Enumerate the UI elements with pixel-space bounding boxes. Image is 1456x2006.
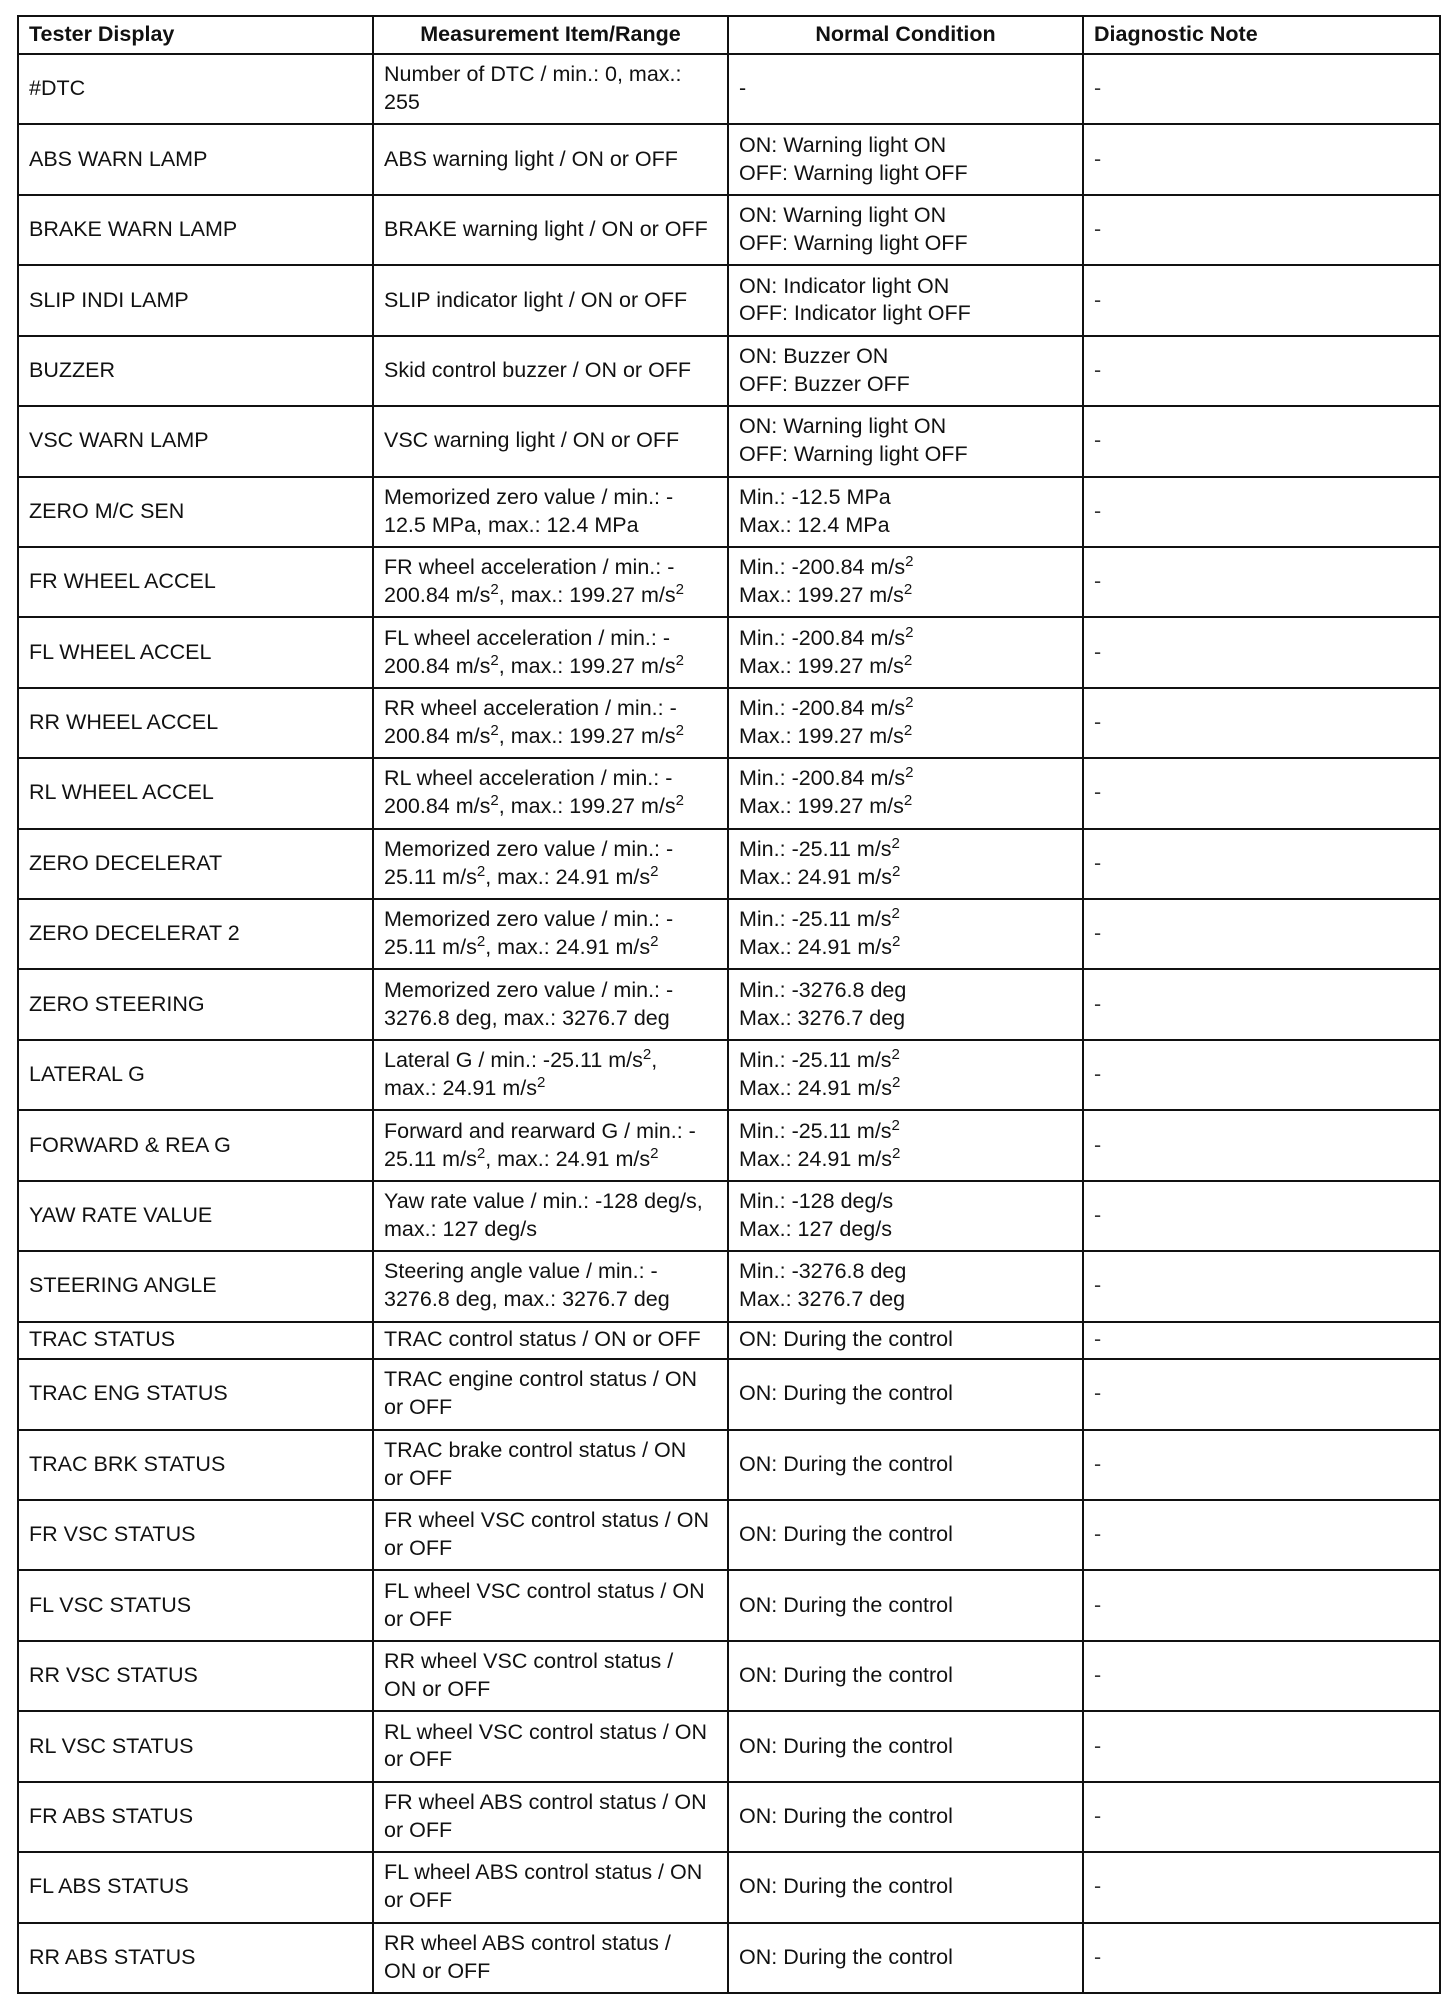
tester-display-cell: TRAC ENG STATUS — [18, 1359, 373, 1429]
tester-display-cell: LATERAL G — [18, 1040, 373, 1110]
table-row — [18, 1852, 1440, 1922]
normal-condition-cell: ON: Warning light ON OFF: Warning light OFF — [728, 406, 1083, 476]
measurement-cell: VSC warning light / ON or OFF — [373, 406, 728, 476]
table-row — [18, 406, 1440, 476]
tester-display-cell: FR VSC STATUS — [18, 1500, 373, 1570]
tester-display-cell: ZERO DECELERAT — [18, 829, 373, 899]
tester-display-cell: FR WHEEL ACCEL — [18, 547, 373, 617]
table-row — [18, 265, 1440, 335]
tester-display-cell: FR ABS STATUS — [18, 1782, 373, 1852]
diagnostic-note-cell: - — [1083, 1181, 1440, 1251]
measurement-cell: SLIP indicator light / ON or OFF — [373, 265, 728, 335]
diagnostic-note-cell: - — [1083, 406, 1440, 476]
measurement-cell: TRAC engine control status / ON or OFF — [373, 1359, 728, 1429]
normal-condition-cell: ON: Warning light ON OFF: Warning light OFF — [728, 195, 1083, 265]
tester-display-cell: TRAC STATUS — [18, 1322, 373, 1360]
diagnostic-note-cell: - — [1083, 829, 1440, 899]
measurement-cell: Yaw rate value / min.: -128 deg/s, max.: 127 deg/s — [373, 1181, 728, 1251]
tester-display-cell: FL WHEEL ACCEL — [18, 617, 373, 687]
normal-condition-cell: ON: Warning light ON OFF: Warning light OFF — [728, 124, 1083, 194]
diagnostic-note-cell: - — [1083, 1852, 1440, 1922]
tester-display-cell: RL VSC STATUS — [18, 1711, 373, 1781]
diagnostic-note-cell: - — [1083, 1110, 1440, 1180]
measurement-cell: RR wheel ABS control status / ON or OFF — [373, 1923, 728, 1993]
measurement-cell: FL wheel acceleration / min.: - 200.84 $m/s^2$, max.: 199.27 $m/s^2$ — [373, 617, 728, 687]
normal-condition-cell: Min.: -25.11 $m/s^2$ Max.: 24.91 $m/s^2$ — [728, 1040, 1083, 1110]
measurement-cell: BRAKE warning light / ON or OFF — [373, 195, 728, 265]
measurement-cell: RR wheel VSC control status / ON or OFF — [373, 1641, 728, 1711]
table-row — [18, 124, 1440, 194]
tester-display-cell: RR VSC STATUS — [18, 1641, 373, 1711]
tester-display-cell: FL VSC STATUS — [18, 1570, 373, 1640]
normal-condition-cell: Min.: -25.11 $m/s^2$ Max.: 24.91 $m/s^2$ — [728, 899, 1083, 969]
normal-condition-cell: Min.: -12.5 MPa Max.: 12.4 MPa — [728, 477, 1083, 547]
header-row — [18, 16, 1440, 54]
normal-condition-cell: ON: Buzzer ON OFF: Buzzer OFF — [728, 336, 1083, 406]
normal-condition-cell: Min.: -200.84 $m/s^2$ Max.: 199.27 $m/s^2$ — [728, 617, 1083, 687]
normal-condition-cell: ON: During the control — [728, 1359, 1083, 1429]
table-row — [18, 54, 1440, 124]
diagnostic-note-cell: - — [1083, 1782, 1440, 1852]
measurement-cell: Steering angle value / min.: - 3276.8 deg, max.: 3276.7 deg — [373, 1251, 728, 1321]
measurement-cell: FR wheel acceleration / min.: - 200.84 $m/s^2$, max.: 199.27 $m/s^2$ — [373, 547, 728, 617]
diagnostic-note-cell: - — [1083, 54, 1440, 124]
measurement-cell: Memorized zero value / min.: - 3276.8 deg, max.: 3276.7 deg — [373, 969, 728, 1039]
table-row — [18, 1570, 1440, 1640]
tester-display-cell: ZERO STEERING — [18, 969, 373, 1039]
tester-display-cell: RR ABS STATUS — [18, 1923, 373, 1993]
normal-condition-cell: ON: During the control — [728, 1641, 1083, 1711]
table-row — [18, 1711, 1440, 1781]
data-table — [17, 15, 1441, 1994]
diagnostic-note-cell: - — [1083, 617, 1440, 687]
table-row — [18, 336, 1440, 406]
measurement-cell: Lateral G / min.: -25.11 $m/s^2$, max.: 24.91 $m/s^2$ — [373, 1040, 728, 1110]
header-measurement-item: Measurement Item/Range — [373, 16, 728, 54]
measurement-cell: Number of DTC / min.: 0, max.: 255 — [373, 54, 728, 124]
table-row — [18, 1251, 1440, 1321]
normal-condition-cell: ON: During the control — [728, 1570, 1083, 1640]
normal-condition-cell: Min.: -25.11 $m/s^2$ Max.: 24.91 $m/s^2$ — [728, 1110, 1083, 1180]
tester-display-cell: TRAC BRK STATUS — [18, 1430, 373, 1500]
diagnostic-note-cell: - — [1083, 124, 1440, 194]
measurement-cell: Forward and rearward G / min.: - 25.11 $m/s^2$, max.: 24.91 $m/s^2$ — [373, 1110, 728, 1180]
table-row — [18, 1641, 1440, 1711]
table-row — [18, 547, 1440, 617]
measurement-cell: RL wheel VSC control status / ON or OFF — [373, 1711, 728, 1781]
measurement-cell: RR wheel acceleration / min.: - 200.84 $m/s^2$, max.: 199.27 $m/s^2$ — [373, 688, 728, 758]
normal-condition-cell: ON: Indicator light ON OFF: Indicator light OFF — [728, 265, 1083, 335]
diagnostic-note-cell: - — [1083, 1641, 1440, 1711]
normal-condition-cell: ON: During the control — [728, 1852, 1083, 1922]
table-row — [18, 1110, 1440, 1180]
table-row — [18, 1430, 1440, 1500]
diagnostic-note-cell: - — [1083, 758, 1440, 828]
table-row — [18, 477, 1440, 547]
normal-condition-cell: Min.: -3276.8 deg Max.: 3276.7 deg — [728, 969, 1083, 1039]
diagnostic-note-cell: - — [1083, 899, 1440, 969]
diagnostic-note-cell: - — [1083, 688, 1440, 758]
tester-display-cell: RL WHEEL ACCEL — [18, 758, 373, 828]
table-row — [18, 1040, 1440, 1110]
diagnostic-note-cell: - — [1083, 336, 1440, 406]
diagnostic-note-cell: - — [1083, 1923, 1440, 1993]
normal-condition-cell: ON: During the control — [728, 1923, 1083, 1993]
measurement-cell: Memorized zero value / min.: - 12.5 MPa, max.: 12.4 MPa — [373, 477, 728, 547]
tester-display-cell: BUZZER — [18, 336, 373, 406]
header-tester-display: Tester Display — [18, 16, 373, 54]
tester-display-cell: #DTC — [18, 54, 373, 124]
measurement-cell: Memorized zero value / min.: - 25.11 $m/s^2$, max.: 24.91 $m/s^2$ — [373, 899, 728, 969]
table-row — [18, 688, 1440, 758]
tester-display-cell: SLIP INDI LAMP — [18, 265, 373, 335]
diagnostic-note-cell: - — [1083, 1711, 1440, 1781]
normal-condition-cell: ON: During the control — [728, 1711, 1083, 1781]
normal-condition-cell: Min.: -200.84 $m/s^2$ Max.: 199.27 $m/s^2$ — [728, 547, 1083, 617]
diagnostic-note-cell: - — [1083, 1359, 1440, 1429]
normal-condition-cell: Min.: -3276.8 deg Max.: 3276.7 deg — [728, 1251, 1083, 1321]
table-row — [18, 195, 1440, 265]
table-row — [18, 1782, 1440, 1852]
tester-display-cell: ABS WARN LAMP — [18, 124, 373, 194]
normal-condition-cell: ON: During the control — [728, 1782, 1083, 1852]
diagnostic-note-cell: - — [1083, 1251, 1440, 1321]
table-row — [18, 1181, 1440, 1251]
diagnostic-note-cell: - — [1083, 969, 1440, 1039]
diagnostic-note-cell: - — [1083, 1570, 1440, 1640]
tester-display-cell: VSC WARN LAMP — [18, 406, 373, 476]
tester-display-cell: FORWARD & REA G — [18, 1110, 373, 1180]
tester-display-cell: BRAKE WARN LAMP — [18, 195, 373, 265]
measurement-cell: ABS warning light / ON or OFF — [373, 124, 728, 194]
table-row — [18, 758, 1440, 828]
measurement-cell: FL wheel VSC control status / ON or OFF — [373, 1570, 728, 1640]
diagnostic-note-cell: - — [1083, 1322, 1440, 1360]
measurement-cell: FL wheel ABS control status / ON or OFF — [373, 1852, 728, 1922]
diagnostic-note-cell: - — [1083, 547, 1440, 617]
table-row — [18, 969, 1440, 1039]
table-row — [18, 1923, 1440, 1993]
header-diagnostic-note: Diagnostic Note — [1083, 16, 1440, 54]
measurement-cell: TRAC brake control status / ON or OFF — [373, 1430, 728, 1500]
measurement-cell: Memorized zero value / min.: - 25.11 $m/s^2$, max.: 24.91 $m/s^2$ — [373, 829, 728, 899]
diagnostic-note-cell: - — [1083, 195, 1440, 265]
table-row — [18, 1500, 1440, 1570]
tester-display-cell: STEERING ANGLE — [18, 1251, 373, 1321]
normal-condition-cell: Min.: -200.84 $m/s^2$ Max.: 199.27 $m/s^2$ — [728, 688, 1083, 758]
tester-display-cell: ZERO M/C SEN — [18, 477, 373, 547]
measurement-cell: RL wheel acceleration / min.: - 200.84 $m/s^2$, max.: 199.27 $m/s^2$ — [373, 758, 728, 828]
tester-display-cell: ZERO DECELERAT 2 — [18, 899, 373, 969]
normal-condition-cell: ON: During the control — [728, 1500, 1083, 1570]
diagnostic-note-cell: - — [1083, 265, 1440, 335]
diagnostic-note-cell: - — [1083, 1430, 1440, 1500]
measurement-cell: FR wheel ABS control status / ON or OFF — [373, 1782, 728, 1852]
table-row — [18, 1359, 1440, 1429]
table-row — [18, 1322, 1440, 1360]
diagnostic-note-cell: - — [1083, 477, 1440, 547]
normal-condition-cell: Min.: -200.84 $m/s^2$ Max.: 199.27 $m/s^2$ — [728, 758, 1083, 828]
normal-condition-cell: - — [728, 54, 1083, 124]
measurement-cell: FR wheel VSC control status / ON or OFF — [373, 1500, 728, 1570]
header-normal-condition: Normal Condition — [728, 16, 1083, 54]
measurement-cell: TRAC control status / ON or OFF — [373, 1322, 728, 1360]
table-body — [18, 54, 1440, 1993]
table-row — [18, 617, 1440, 687]
tester-display-cell: YAW RATE VALUE — [18, 1181, 373, 1251]
table-row — [18, 899, 1440, 969]
tester-display-cell: RR WHEEL ACCEL — [18, 688, 373, 758]
normal-condition-cell: ON: During the control — [728, 1322, 1083, 1360]
diagnostic-note-cell: - — [1083, 1500, 1440, 1570]
measurement-cell: Skid control buzzer / ON or OFF — [373, 336, 728, 406]
normal-condition-cell: ON: During the control — [728, 1430, 1083, 1500]
normal-condition-cell: Min.: -25.11 $m/s^2$ Max.: 24.91 $m/s^2$ — [728, 829, 1083, 899]
table-row — [18, 829, 1440, 899]
tester-display-cell: FL ABS STATUS — [18, 1852, 373, 1922]
diagnostic-note-cell: - — [1083, 1040, 1440, 1110]
normal-condition-cell: Min.: -128 deg/s Max.: 127 deg/s — [728, 1181, 1083, 1251]
